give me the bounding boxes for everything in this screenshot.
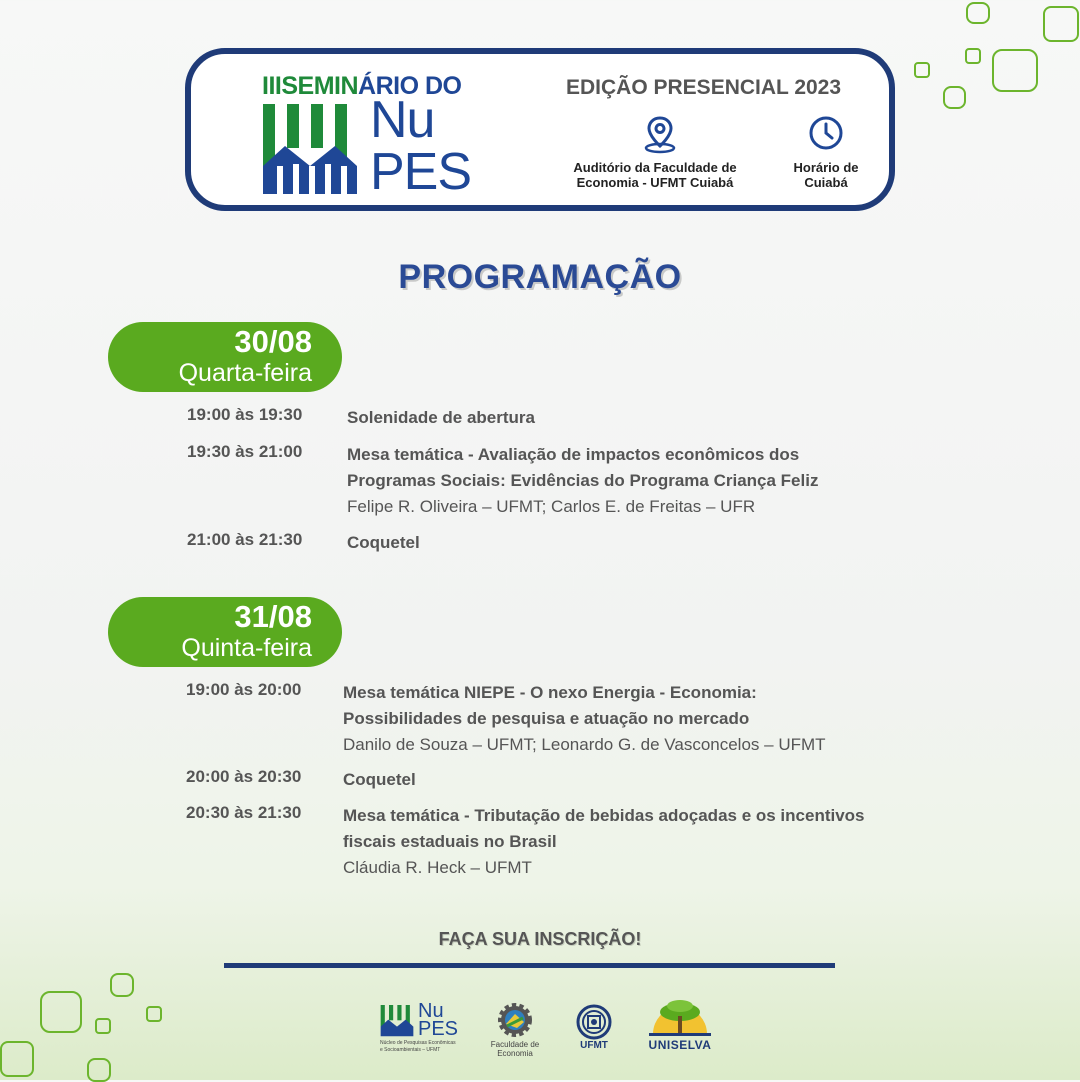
day-date: 30/08 xyxy=(234,324,312,359)
timezone-line1: Horário de xyxy=(793,160,859,175)
day-weekday: Quarta-feira xyxy=(178,359,312,387)
location-pin-icon xyxy=(642,115,678,155)
clock-icon xyxy=(808,115,844,151)
decorative-square xyxy=(95,1018,111,1034)
location-line1: Auditório da Faculdade de xyxy=(573,160,737,175)
logo-semin: SEMIN xyxy=(281,72,359,100)
decorative-square xyxy=(966,2,990,24)
item-speakers: Felipe R. Oliveira – UFMT; Carlos E. de Freitas – UFR xyxy=(347,497,756,516)
footer-ufmt-logo xyxy=(572,1004,616,1051)
item-time: 19:30 às 21:00 xyxy=(187,442,303,461)
footer-nupes-sub1: Núcleo de Pesquisas Econômicas xyxy=(380,1040,456,1046)
logo-rest: ÁRIO DO xyxy=(358,72,462,100)
item-title: Solenidade de abertura xyxy=(347,408,535,427)
day-badge-2 xyxy=(108,597,342,667)
item-speakers: Danilo de Souza – UFMT; Leonardo G. de Vasconcelos – UFMT xyxy=(343,735,826,754)
decorative-square xyxy=(1043,6,1079,42)
decorative-square xyxy=(914,62,930,78)
item-title: Mesa temática - Avaliação de impactos econômicos dos xyxy=(347,445,800,464)
footer-fe-logo xyxy=(482,1002,548,1058)
decorative-square xyxy=(146,1006,162,1022)
registration-cta[interactable]: FAÇA SUA INSCRIÇÃO! xyxy=(438,929,642,949)
nupes-small-logo-icon xyxy=(380,1005,414,1037)
item-title: Mesa temática NIEPE - O nexo Energia - Economia: xyxy=(343,683,757,702)
footer-nupes-sub2: e Socioambientais – UFMT xyxy=(380,1047,441,1053)
day-weekday: Quinta-feira xyxy=(181,634,312,662)
item-time: 19:00 às 20:00 xyxy=(186,680,302,699)
item-title-cont: Possibilidades de pesquisa e atuação no mercado xyxy=(343,709,750,728)
timezone-text xyxy=(782,160,870,190)
tree-sun-icon xyxy=(645,1000,715,1036)
footer-uniselva-label: UNISELVA xyxy=(648,1038,712,1052)
logo-nu: Nu xyxy=(370,91,435,149)
location-text xyxy=(560,160,750,190)
cta-divider xyxy=(224,963,835,968)
footer-uniselva-logo xyxy=(641,1000,719,1052)
logo-pes: PES xyxy=(370,143,472,201)
item-time: 21:00 às 21:30 xyxy=(187,530,303,549)
item-time: 20:00 às 20:30 xyxy=(186,767,302,786)
page-title: PROGRAMAÇÃO xyxy=(398,258,682,296)
nupes-logo-mark-icon xyxy=(263,104,357,196)
day-badge-1 xyxy=(108,322,342,392)
timezone-line2: Cuiabá xyxy=(804,175,848,190)
footer-nu: Nu xyxy=(418,1000,444,1022)
decorative-square xyxy=(87,1058,111,1082)
ufmt-seal-icon xyxy=(576,1004,612,1040)
location-line2: Economia - UFMT Cuiabá xyxy=(576,175,734,190)
item-title-cont: fiscais estaduais no Brasil xyxy=(343,832,557,851)
decorative-square xyxy=(40,991,82,1033)
footer-pes: PES xyxy=(418,1018,459,1040)
item-title: Mesa temática - Tributação de bebidas adoçadas e os incentivos xyxy=(343,806,865,825)
item-time: 20:30 às 21:30 xyxy=(186,803,302,822)
item-time: 19:00 às 19:30 xyxy=(187,405,303,424)
decorative-square xyxy=(965,48,981,64)
footer-fe-line1: Faculdade de xyxy=(490,1040,540,1049)
decorative-square xyxy=(992,49,1038,92)
footer-ufmt-label: UFMT xyxy=(580,1040,608,1051)
item-speakers: Cláudia R. Heck – UFMT xyxy=(343,858,532,877)
decorative-square xyxy=(943,86,966,109)
item-title: Coquetel xyxy=(343,770,416,789)
gear-icon xyxy=(497,1002,533,1038)
decorative-square xyxy=(0,1041,34,1077)
decorative-square xyxy=(110,973,134,997)
edition-label: EDIÇÃO PRESENCIAL 2023 xyxy=(566,76,842,99)
item-title-cont: Programas Sociais: Evidências do Programa Criança Feliz xyxy=(347,471,819,490)
day-date: 31/08 xyxy=(234,599,312,634)
logo-roman: III xyxy=(262,72,282,100)
footer-fe-line2: Economia xyxy=(497,1049,533,1058)
item-title: Coquetel xyxy=(347,533,420,552)
